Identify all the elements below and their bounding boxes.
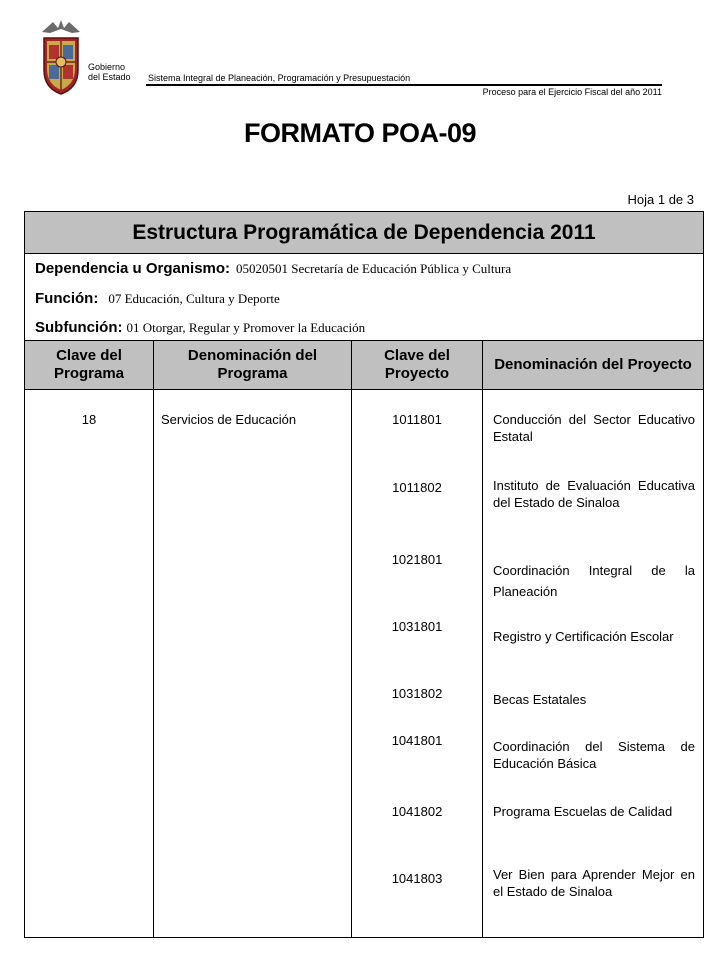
proyecto-nombre: Coordinación Integral de la Planeación <box>493 563 695 599</box>
table-title: Estructura Programática de Dependencia 2011 <box>25 212 703 254</box>
proyecto-nombre: Registro y Certificación Escolar <box>493 629 674 644</box>
table-header-row <box>25 340 703 390</box>
header-denominacion-proyecto: Denominación del Proyecto <box>494 356 692 373</box>
header-clave-proyecto: Clave del Proyecto <box>384 347 450 382</box>
header-rule <box>146 84 662 86</box>
state-seal-logo <box>36 18 86 96</box>
column-divider <box>153 340 154 937</box>
programa-clave: 18 <box>81 412 97 427</box>
column-divider <box>351 340 352 937</box>
proyecto-clave: 1031802 <box>391 686 443 701</box>
subfuncion-value: 01 Otorgar, Regular y Promover la Educación <box>126 320 366 335</box>
proyecto-clave: 1041801 <box>391 733 443 748</box>
programa-nombre: Servicios de Educación <box>161 412 297 427</box>
proyecto-nombre: Becas Estatales <box>493 692 587 707</box>
proyecto-nombre: Conducción del Sector Educativo Estatal <box>493 412 695 444</box>
format-title: FORMATO POA-09 <box>243 118 477 148</box>
subfuncion-row <box>35 319 365 336</box>
subfuncion-label: Subfunción: <box>35 319 123 336</box>
page-indicator: Hoja 1 de 3 <box>627 192 694 207</box>
header-denominacion-programa: Denominación del Programa <box>187 347 318 382</box>
proyecto-clave: 1041802 <box>391 804 443 819</box>
proyecto-clave: 1021801 <box>391 552 443 567</box>
proyecto-clave: 1031801 <box>391 619 443 634</box>
funcion-row <box>35 290 280 307</box>
funcion-label: Función: <box>35 290 99 307</box>
dependencia-label: Dependencia u Organismo: <box>35 260 231 277</box>
program-structure-table <box>24 211 704 938</box>
proyecto-nombre: Programa Escuelas de Calidad <box>493 804 673 819</box>
gobierno-label <box>88 62 131 82</box>
proyecto-nombre: Ver Bien para Aprender Mejor en el Estado de Sinaloa <box>493 867 695 899</box>
gobierno-line-1: Gobierno <box>88 62 126 72</box>
proyecto-nombre: Coordinación del Sistema de Educación Básica <box>493 739 695 771</box>
dependencia-value: 05020501 Secretaría de Educación Pública y Cultura <box>236 261 512 276</box>
header-clave-programa: Clave del Programa <box>53 347 125 382</box>
dependencia-row <box>35 260 511 277</box>
system-name: Sistema Integral de Planeación, Programación y Presupuestación <box>148 73 411 83</box>
column-divider <box>482 340 483 937</box>
gobierno-line-2: del Estado <box>88 72 131 82</box>
proyecto-clave: 1011802 <box>392 480 442 495</box>
fiscal-process-label: Proceso para el Ejercicio Fiscal del año 2011 <box>482 87 662 97</box>
proyecto-clave: 1041803 <box>391 871 443 886</box>
funcion-value: 07 Educación, Cultura y Deporte <box>108 291 280 306</box>
proyecto-clave: 1011801 <box>392 412 442 427</box>
proyecto-nombre: Instituto de Evaluación Educativa del Estado de Sinaloa <box>493 478 695 510</box>
